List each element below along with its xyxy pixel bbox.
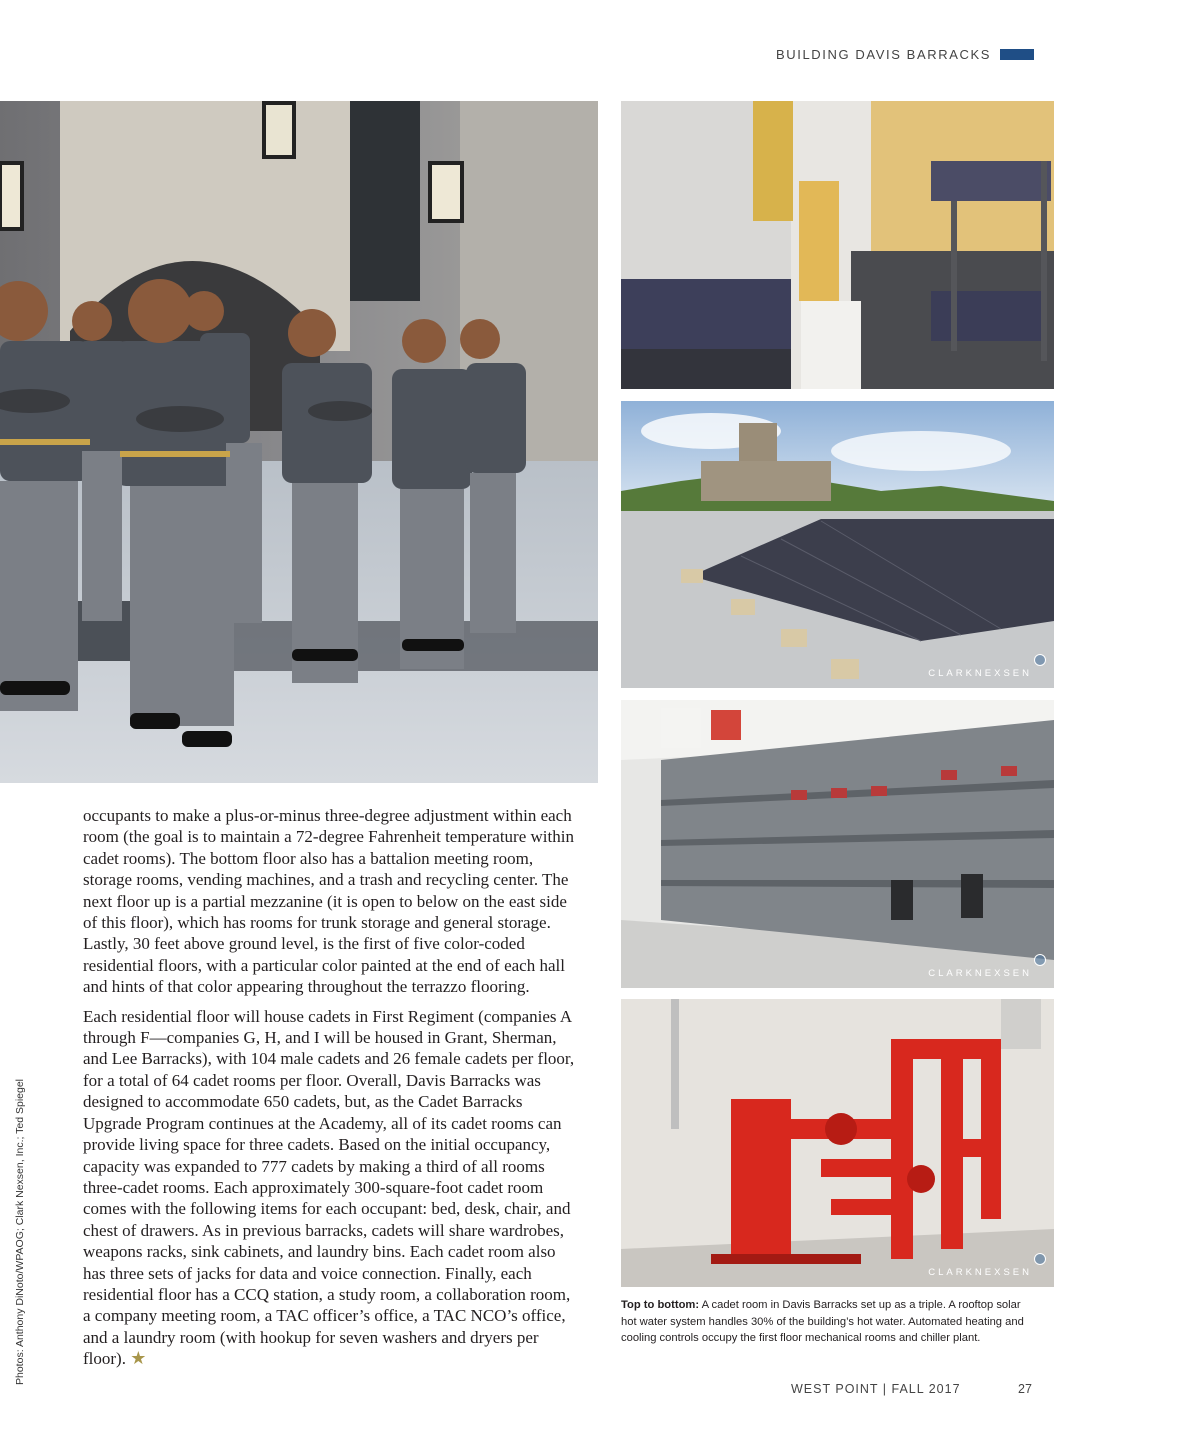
rooftop-solar-photo <box>621 401 1054 688</box>
article-paragraph <box>83 1006 576 1370</box>
clarknexsen-logo-icon <box>1034 954 1046 966</box>
page-number: 27 <box>1018 1382 1032 1396</box>
end-mark-star-icon: ★ <box>130 1348 147 1369</box>
control-panels-photo <box>621 700 1054 988</box>
photo-watermark: CLARKNEXSEN <box>928 668 1032 679</box>
clarknexsen-logo-icon <box>1034 654 1046 666</box>
photo-credit: Photos: Anthony DiNoto/WPAOG; Clark Nexsen, Inc.; Ted Spiegel <box>14 1078 26 1385</box>
photo-caption <box>621 1297 1039 1347</box>
section-title: BUILDING DAVIS BARRACKS <box>776 47 991 62</box>
fire-pump-room-photo <box>621 999 1054 1287</box>
photo-watermark: CLARKNEXSEN <box>928 1267 1032 1278</box>
article-paragraph: occupants to make a plus-or-minus three-degree adjustment within each room (the goal is to maintain a 72-degree Fahrenheit temperature within cadet rooms). The bottom floor also has a battalion meeting room, storage rooms, vending machines, and a trash and recycling center. The next floor up is a partial mezzanine (it is open to below on the east side of this floor), which has rooms for trunk storage and general storage. Lastly, 30 feet above ground level, is the first of five color-coded residential floors, with a particular color painted at the end of each hall and hints of that color appearing throughout the terrazzo flooring. <box>83 806 574 997</box>
cadet-room-photo <box>621 101 1054 389</box>
photo-watermark: CLARKNEXSEN <box>928 968 1032 979</box>
running-header <box>776 47 1034 62</box>
caption-lead: Top to bottom: <box>621 1299 700 1311</box>
article-body <box>83 805 576 1378</box>
caption-text: A cadet room in Davis Barracks set up as a triple. A rooftop solar hot water system handles 30% of the building’s hot water. Automated heating and cooling controls occupy the first floor mechanical rooms and chiller plant. <box>621 1299 1024 1344</box>
clarknexsen-logo-icon <box>1034 1253 1046 1265</box>
cadets-formation-photo <box>0 101 598 783</box>
article-paragraph-text: Each residential floor will house cadets in First Regiment (companies A through F—companies G, H, and I will be housed in Grant, Sherman, and Lee Barracks), with 104 male cadets and 26 female cadets per floor, for a total of 64 cadet rooms per floor. Overall, Davis Barracks was designed to accommodate 650 cadets, but, as the Cadet Barracks Upgrade Program continues at the Academy, all of its cadet rooms can provide living space for three cadets. Based on the initial occupancy, capacity was expanded to 777 cadets by making a third of all rooms three-cadet rooms. Each approximately 300-square-foot cadet room comes with the following items for each occupant: bed, desk, chair, and chest of drawers. As in previous barracks, cadets will share wardrobes, weapons racks, sink cabinets, and laundry bins. Each cadet room also has three sets of jacks for data and voice connection. Finally, each residential floor has a CCQ station, a study room, a collaboration room, a company meeting room, a TAC officer’s office, a TAC NCO’s office, and a laundry room (with hookup for seven washers and dryers per floor). <box>83 1006 575 1369</box>
footer-publication: WEST POINT | FALL 2017 <box>791 1382 961 1396</box>
header-accent-bar <box>1000 49 1034 60</box>
